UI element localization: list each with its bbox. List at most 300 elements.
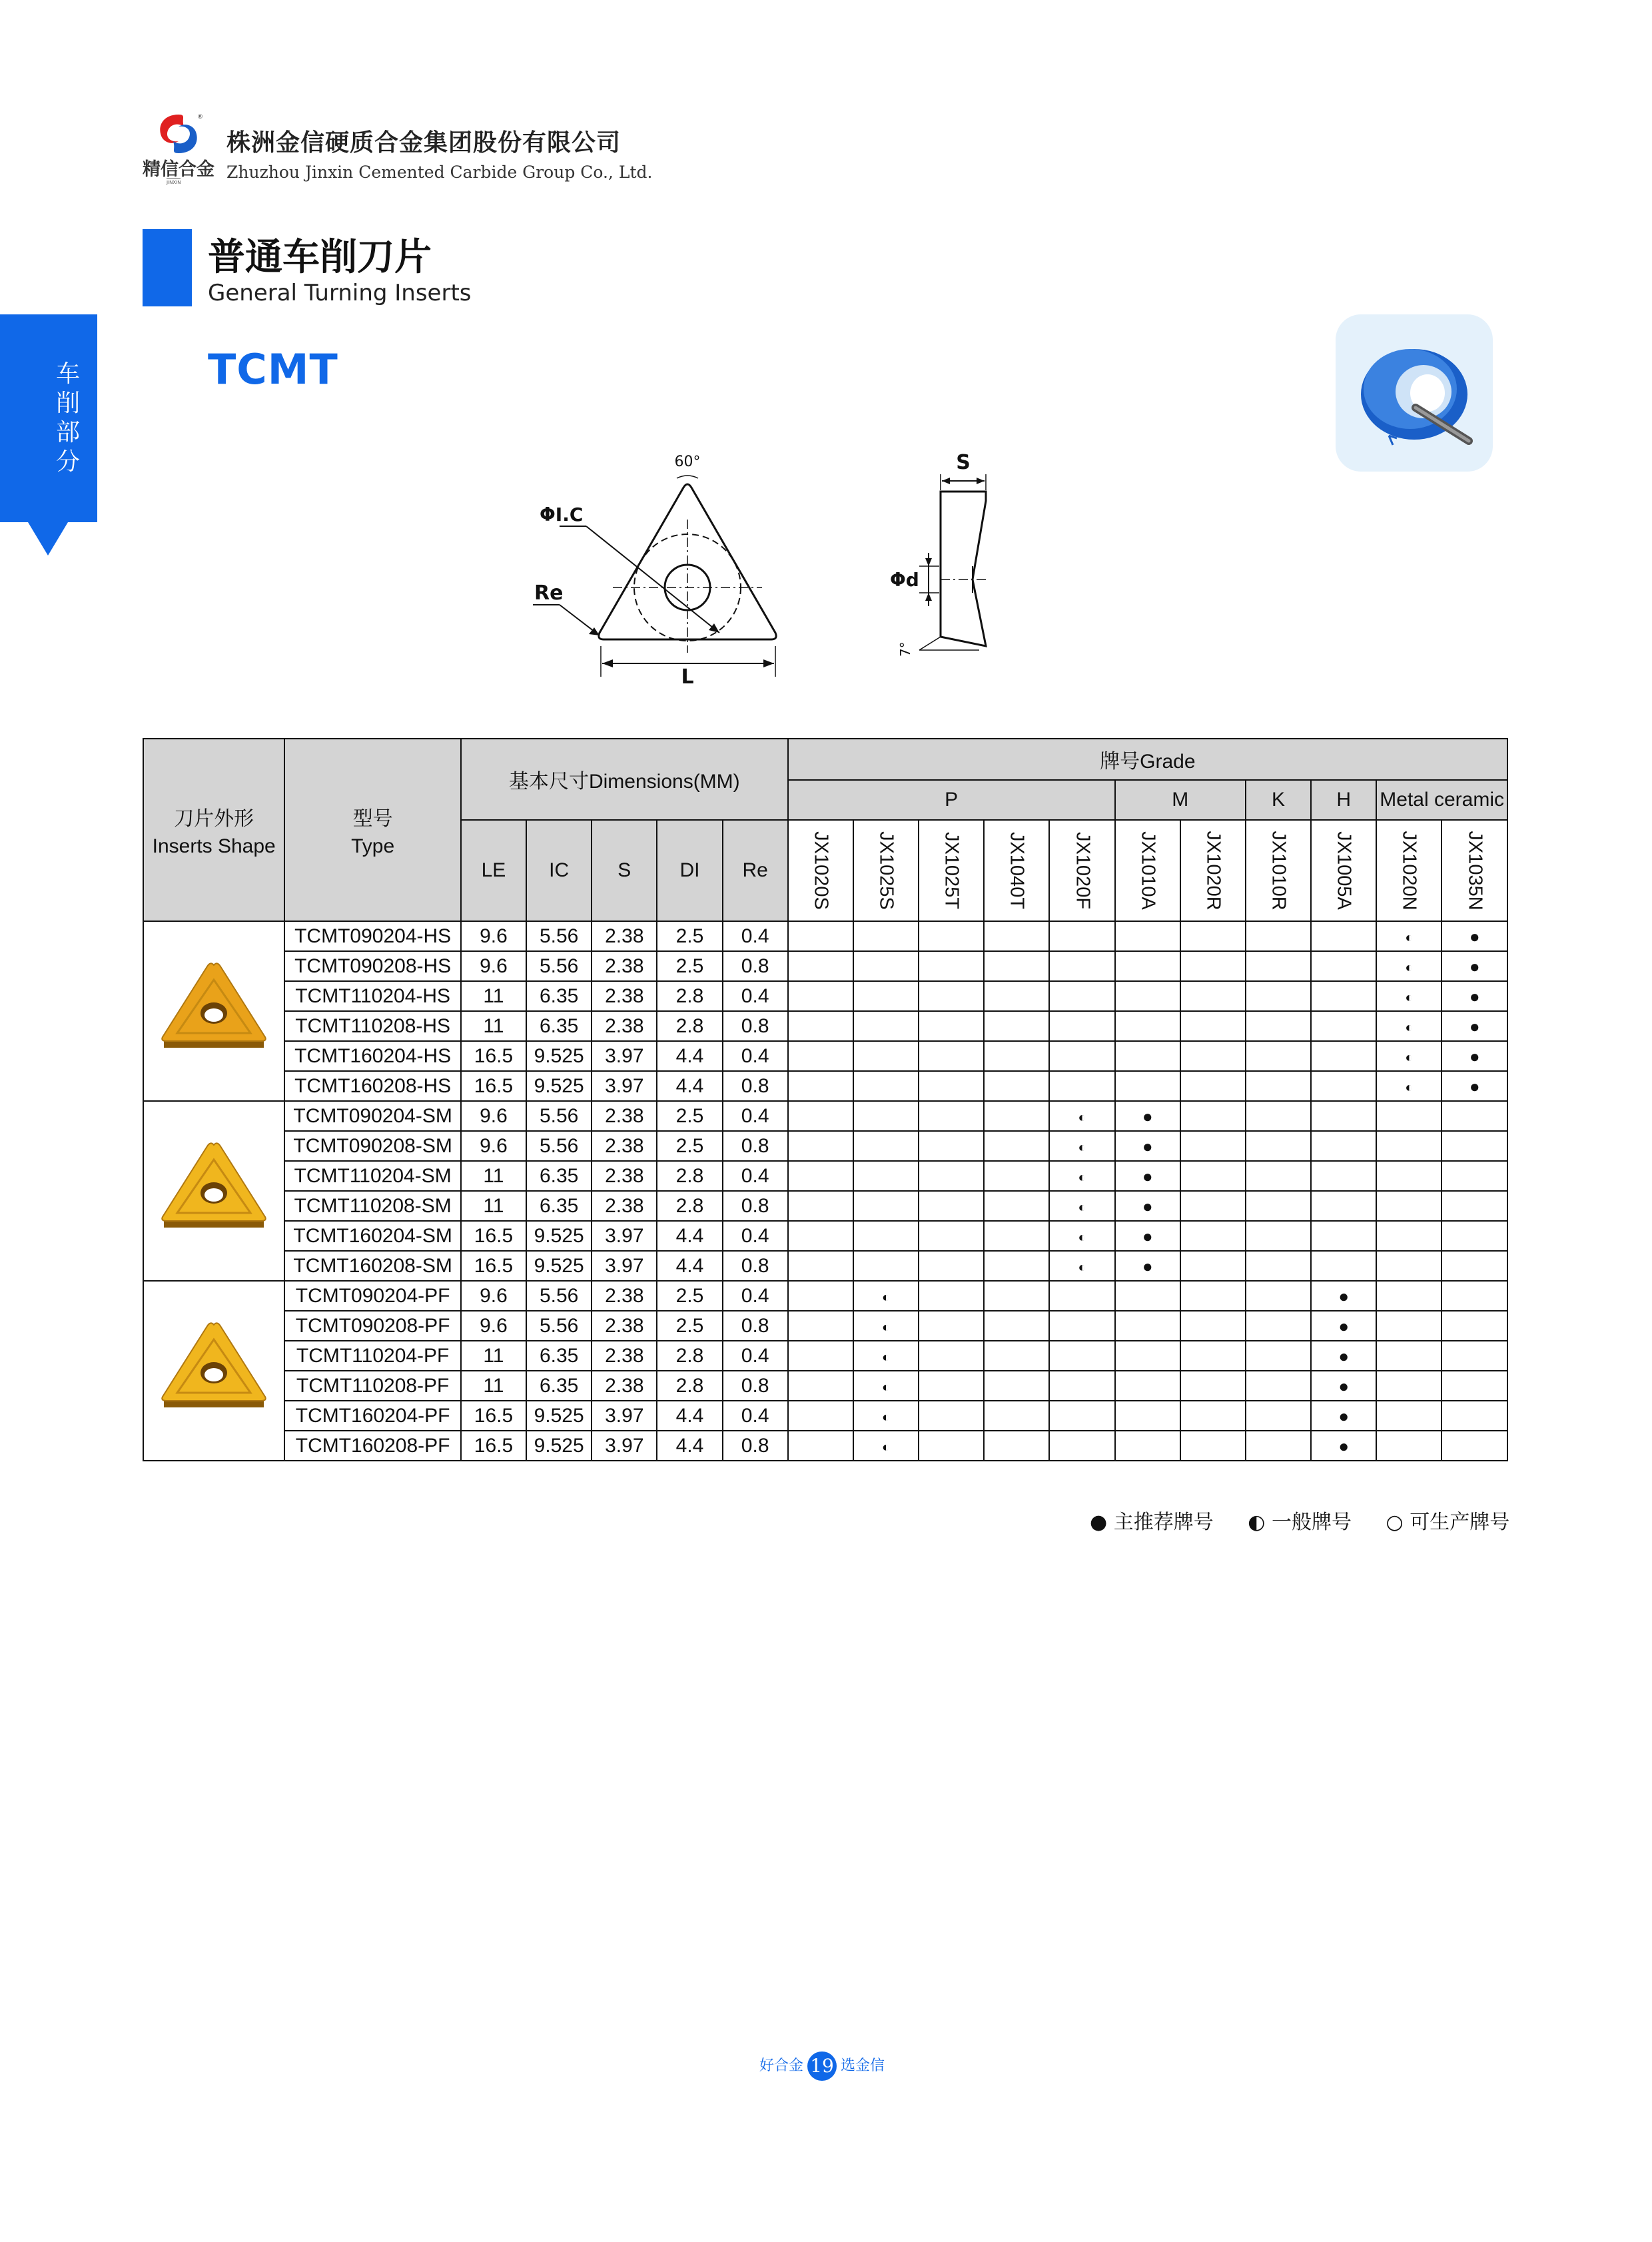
grade-cell-jx1010r	[1246, 1311, 1311, 1341]
grade-cell-jx1040t	[984, 1341, 1049, 1371]
dim-cell-di: 2.8	[657, 1191, 722, 1221]
grade-cell-jx1020r	[1180, 1341, 1246, 1371]
general-grade-mark: ◐	[881, 1410, 891, 1425]
dim-cell-ic: 9.525	[526, 1431, 592, 1461]
dim-cell-di: 2.5	[657, 1311, 722, 1341]
grade-col-jx1010a	[1115, 820, 1180, 921]
grade-cell-jx1005a	[1311, 1221, 1376, 1251]
dim-cell-di: 2.8	[657, 1161, 722, 1191]
dim-cell-re: 0.4	[723, 921, 788, 951]
primary-grade-mark: ●	[1338, 1405, 1350, 1426]
grade-cell-jx1020n	[1376, 1131, 1442, 1161]
table-row	[143, 1071, 1507, 1101]
dim-cell-ic: 9.525	[526, 1071, 592, 1101]
grade-cell-jx1005a	[1311, 1131, 1376, 1161]
grade-cell-jx1020s	[788, 1371, 853, 1401]
grade-cell-jx1025s	[853, 1401, 919, 1431]
grade-col-jx1010r	[1246, 820, 1311, 921]
dim-cell-le: 11	[461, 1341, 526, 1371]
legend-available: ○ 可生产牌号	[1386, 1511, 1510, 1534]
grade-cell-jx1020f	[1049, 1371, 1114, 1401]
grade-group-metal-ceramic: Metal ceramic	[1376, 780, 1507, 820]
grade-cell-jx1035n	[1442, 981, 1507, 1011]
grade-cell-jx1040t	[984, 981, 1049, 1011]
grade-cell-jx1020n	[1376, 1281, 1442, 1311]
dim-cell-le: 11	[461, 1011, 526, 1041]
grade-cell-jx1035n	[1442, 1311, 1507, 1341]
dim-cell-re: 0.8	[723, 1131, 788, 1161]
grade-cell-jx1035n	[1442, 1071, 1507, 1101]
grade-cell-jx1035n	[1442, 1101, 1507, 1131]
side-tab	[0, 314, 97, 522]
table-body	[143, 921, 1507, 1461]
general-grade-mark: ◐	[1078, 1260, 1086, 1275]
grade-cell-jx1010r	[1246, 1191, 1311, 1221]
grade-cell-jx1035n	[1442, 1131, 1507, 1161]
grade-cell-jx1020n	[1376, 1161, 1442, 1191]
grade-cell-jx1020r	[1180, 1161, 1246, 1191]
grade-label: JX1010A	[1137, 831, 1159, 910]
primary-grade-mark: ●	[1142, 1196, 1153, 1216]
grade-cell-jx1020f	[1049, 1161, 1114, 1191]
grade-cell-jx1020f	[1049, 1071, 1114, 1101]
grade-cell-jx1020f	[1049, 1101, 1114, 1131]
grade-cell-jx1020n	[1376, 951, 1442, 981]
grade-cell-jx1020s	[788, 1281, 853, 1311]
dim-cell-re: 0.8	[723, 951, 788, 981]
grade-cell-jx1020r	[1180, 1281, 1246, 1311]
dim-cell-di: 4.4	[657, 1431, 722, 1461]
grade-cell-jx1005a	[1311, 1071, 1376, 1101]
grade-cell-jx1025s	[853, 1311, 919, 1341]
grade-cell-jx1040t	[984, 1221, 1049, 1251]
grade-col-jx1025s	[853, 820, 919, 921]
grade-cell-jx1010a	[1115, 1161, 1180, 1191]
grade-cell-jx1035n	[1442, 951, 1507, 981]
grade-cell-jx1025t	[919, 951, 984, 981]
dim-col-di: DI	[657, 820, 722, 921]
grade-col-jx1040t	[984, 820, 1049, 921]
grade-cell-jx1010a	[1115, 1311, 1180, 1341]
d-label: Φd	[890, 569, 919, 591]
dim-cell-s: 2.38	[592, 981, 657, 1011]
grade-cell-jx1025s	[853, 1101, 919, 1131]
primary-grade-mark: ●	[1338, 1435, 1350, 1456]
dim-cell-s: 3.97	[592, 1431, 657, 1461]
grade-cell-jx1005a	[1311, 1251, 1376, 1281]
insert-shape-image	[143, 1281, 284, 1461]
type-cell: TCMT110204-SM	[284, 1161, 460, 1191]
dim-cell-le: 16.5	[461, 1071, 526, 1101]
grade-cell-jx1040t	[984, 1281, 1049, 1311]
dim-cell-di: 2.8	[657, 1371, 722, 1401]
type-header	[284, 739, 460, 921]
grade-cell-jx1005a	[1311, 921, 1376, 951]
grade-cell-jx1010r	[1246, 921, 1311, 951]
grade-cell-jx1020s	[788, 921, 853, 951]
dim-cell-le: 9.6	[461, 1311, 526, 1341]
table-row	[143, 1191, 1507, 1221]
grade-cell-jx1025t	[919, 1191, 984, 1221]
grade-label: JX1035N	[1464, 831, 1486, 911]
grade-cell-jx1010a	[1115, 1041, 1180, 1071]
general-grade-mark: ◐	[1078, 1110, 1086, 1125]
grade-group-p: P	[788, 780, 1115, 820]
grade-cell-jx1020r	[1180, 1371, 1246, 1401]
grade-cell-jx1020f	[1049, 1131, 1114, 1161]
grade-cell-jx1040t	[984, 1101, 1049, 1131]
grade-cell-jx1025t	[919, 1101, 984, 1131]
grade-cell-jx1010r	[1246, 1341, 1311, 1371]
grade-cell-jx1020r	[1180, 1191, 1246, 1221]
dim-cell-s: 2.38	[592, 1341, 657, 1371]
general-grade-mark: ◐	[1078, 1170, 1086, 1185]
insert-shape-image	[143, 1101, 284, 1281]
general-grade-mark: ◐	[1078, 1140, 1086, 1155]
grade-group-m: M	[1115, 780, 1246, 820]
grade-cell-jx1020r	[1180, 1401, 1246, 1431]
triangle-insert-icon	[157, 1318, 270, 1418]
grade-cell-jx1010r	[1246, 1011, 1311, 1041]
dim-cell-le: 9.6	[461, 921, 526, 951]
logo-subtext: JINXIN	[167, 180, 181, 185]
general-grade-mark: ◐	[1078, 1230, 1086, 1245]
dim-cell-le: 16.5	[461, 1221, 526, 1251]
logo-swirl-icon	[152, 111, 205, 157]
type-cell: TCMT090208-SM	[284, 1131, 460, 1161]
grade-cell-jx1025s	[853, 1221, 919, 1251]
grade-cell-jx1020s	[788, 1071, 853, 1101]
grade-cell-jx1010r	[1246, 1041, 1311, 1071]
grade-cell-jx1025s	[853, 1191, 919, 1221]
grade-cell-jx1020s	[788, 1341, 853, 1371]
grade-cell-jx1025s	[853, 951, 919, 981]
grade-cell-jx1010a	[1115, 1401, 1180, 1431]
grade-cell-jx1020s	[788, 1431, 853, 1461]
type-cell: TCMT160204-HS	[284, 1041, 460, 1071]
dim-cell-di: 2.8	[657, 981, 722, 1011]
dim-cell-di: 4.4	[657, 1071, 722, 1101]
dim-cell-le: 11	[461, 1161, 526, 1191]
side-tab-arrow	[28, 522, 68, 556]
grade-cell-jx1025t	[919, 921, 984, 951]
dim-col-ic: IC	[526, 820, 592, 921]
table-row	[143, 951, 1507, 981]
grade-cell-jx1010a	[1115, 1371, 1180, 1401]
dim-cell-re: 0.8	[723, 1191, 788, 1221]
grade-cell-jx1020r	[1180, 1011, 1246, 1041]
side-tab-char: 车	[56, 360, 81, 388]
dim-cell-le: 11	[461, 1371, 526, 1401]
grade-cell-jx1020r	[1180, 1251, 1246, 1281]
grade-label: JX1040T	[1006, 831, 1028, 910]
grade-cell-jx1020n	[1376, 1011, 1442, 1041]
type-cell: TCMT160208-PF	[284, 1431, 460, 1461]
grade-cell-jx1010r	[1246, 1281, 1311, 1311]
grade-cell-jx1040t	[984, 1041, 1049, 1071]
grade-cell-jx1010a	[1115, 1341, 1180, 1371]
grade-cell-jx1025s	[853, 1431, 919, 1461]
general-grade-mark: ◐	[881, 1350, 891, 1365]
grade-cell-jx1010r	[1246, 1131, 1311, 1161]
dim-cell-di: 4.4	[657, 1401, 722, 1431]
grade-cell-jx1020f	[1049, 1281, 1114, 1311]
grade-col-jx1005a	[1311, 820, 1376, 921]
grade-cell-jx1010a	[1115, 1131, 1180, 1161]
grade-cell-jx1020s	[788, 1101, 853, 1131]
type-cell: TCMT160208-HS	[284, 1071, 460, 1101]
turning-application-icon	[1336, 314, 1493, 472]
grade-cell-jx1010a	[1115, 1011, 1180, 1041]
dim-col-re: Re	[723, 820, 788, 921]
grade-cell-jx1020s	[788, 951, 853, 981]
grade-cell-jx1010r	[1246, 1371, 1311, 1401]
type-cell: TCMT090208-PF	[284, 1311, 460, 1341]
type-header-en: Type	[351, 835, 395, 857]
grade-cell-jx1020f	[1049, 1311, 1114, 1341]
grade-col-jx1020s	[788, 820, 853, 921]
grade-cell-jx1010a	[1115, 1431, 1180, 1461]
general-grade-mark: ◐	[1405, 1050, 1414, 1065]
grade-header: 牌号Grade	[788, 739, 1507, 780]
angle-label: 60°	[674, 454, 701, 470]
grade-cell-jx1020n	[1376, 1071, 1442, 1101]
grade-cell-jx1025s	[853, 1071, 919, 1101]
grade-cell-jx1020n	[1376, 1041, 1442, 1071]
grade-cell-jx1010r	[1246, 1071, 1311, 1101]
type-cell: TCMT160204-PF	[284, 1401, 460, 1431]
table-row	[143, 921, 1507, 951]
grade-cell-jx1035n	[1442, 1251, 1507, 1281]
dim-cell-s: 2.38	[592, 1311, 657, 1341]
grade-cell-jx1010r	[1246, 1221, 1311, 1251]
dim-cell-s: 2.38	[592, 1101, 657, 1131]
general-grade-mark: ◐	[881, 1440, 891, 1455]
grade-cell-jx1020r	[1180, 951, 1246, 981]
dim-cell-le: 16.5	[461, 1431, 526, 1461]
side-tab-char: 分	[56, 448, 81, 476]
grade-cell-jx1035n	[1442, 1371, 1507, 1401]
grade-cell-jx1020r	[1180, 1041, 1246, 1071]
dim-cell-di: 2.5	[657, 951, 722, 981]
dim-cell-di: 2.5	[657, 1281, 722, 1311]
legend-primary: ● 主推荐牌号	[1090, 1511, 1214, 1534]
dim-cell-re: 0.8	[723, 1071, 788, 1101]
table-row	[143, 1431, 1507, 1461]
grade-cell-jx1025t	[919, 1221, 984, 1251]
grade-cell-jx1035n	[1442, 1221, 1507, 1251]
page-number: 19	[807, 2052, 837, 2081]
dim-cell-ic: 9.525	[526, 1221, 592, 1251]
grade-cell-jx1020r	[1180, 1311, 1246, 1341]
triangle-insert-icon	[157, 1138, 270, 1238]
dim-cell-re: 0.4	[723, 1041, 788, 1071]
dim-cell-di: 2.5	[657, 1131, 722, 1161]
grade-cell-jx1010r	[1246, 1251, 1311, 1281]
grade-cell-jx1020f	[1049, 1251, 1114, 1281]
grade-cell-jx1025t	[919, 1431, 984, 1461]
grade-cell-jx1020r	[1180, 1131, 1246, 1161]
grade-cell-jx1010a	[1115, 921, 1180, 951]
grade-label: JX1020F	[1072, 831, 1094, 910]
dim-cell-re: 0.4	[723, 1101, 788, 1131]
grade-cell-jx1020n	[1376, 1101, 1442, 1131]
grade-cell-jx1005a	[1311, 1191, 1376, 1221]
grade-cell-jx1025t	[919, 1041, 984, 1071]
grade-cell-jx1040t	[984, 1431, 1049, 1461]
primary-grade-mark: ●	[1469, 956, 1480, 976]
grade-cell-jx1020r	[1180, 1431, 1246, 1461]
dim-cell-di: 2.5	[657, 1101, 722, 1131]
type-cell: TCMT110204-HS	[284, 981, 460, 1011]
title-accent-bar	[143, 229, 192, 306]
type-cell: TCMT090204-HS	[284, 921, 460, 951]
clearance-label: 7°	[897, 641, 913, 657]
grade-col-jx1025t	[919, 820, 984, 921]
primary-grade-mark: ●	[1142, 1256, 1153, 1276]
dim-cell-ic: 6.35	[526, 1371, 592, 1401]
type-header-cn: 型号	[352, 808, 393, 830]
grade-cell-jx1005a	[1311, 1161, 1376, 1191]
grade-cell-jx1005a	[1311, 1041, 1376, 1071]
type-cell: TCMT110208-HS	[284, 1011, 460, 1041]
grade-cell-jx1035n	[1442, 1401, 1507, 1431]
grade-cell-jx1010r	[1246, 1431, 1311, 1461]
grade-cell-jx1035n	[1442, 921, 1507, 951]
general-grade-mark: ◐	[881, 1290, 891, 1305]
triangle-insert-icon	[157, 958, 270, 1058]
grade-cell-jx1005a	[1311, 1341, 1376, 1371]
grade-cell-jx1020s	[788, 1011, 853, 1041]
l-label: L	[681, 665, 694, 689]
table-row	[143, 1041, 1507, 1071]
dim-cell-di: 2.5	[657, 921, 722, 951]
dim-cell-di: 2.8	[657, 1011, 722, 1041]
general-grade-mark: ◐	[1405, 1020, 1414, 1035]
dim-cell-s: 2.38	[592, 1131, 657, 1161]
dim-cell-ic: 5.56	[526, 1131, 592, 1161]
insert-drawing	[520, 440, 1026, 693]
grade-cell-jx1005a	[1311, 981, 1376, 1011]
grade-label: JX1025S	[875, 831, 897, 910]
dim-col-s: S	[592, 820, 657, 921]
grade-cell-jx1025s	[853, 1281, 919, 1311]
type-cell: TCMT090204-PF	[284, 1281, 460, 1311]
dim-cell-s: 2.38	[592, 1161, 657, 1191]
grade-cell-jx1020n	[1376, 1221, 1442, 1251]
primary-grade-mark: ●	[1469, 1076, 1480, 1096]
model-name: TCMT	[208, 345, 338, 394]
grade-cell-jx1025t	[919, 1311, 984, 1341]
dim-cell-re: 0.8	[723, 1431, 788, 1461]
grade-cell-jx1005a	[1311, 1431, 1376, 1461]
grade-cell-jx1020f	[1049, 921, 1114, 951]
side-tab-char: 部	[56, 419, 81, 446]
dim-col-le: LE	[461, 820, 526, 921]
dim-cell-di: 4.4	[657, 1041, 722, 1071]
grade-cell-jx1020r	[1180, 1071, 1246, 1101]
dim-cell-le: 9.6	[461, 951, 526, 981]
grade-cell-jx1040t	[984, 1011, 1049, 1041]
grade-cell-jx1040t	[984, 1401, 1049, 1431]
type-cell: TCMT110208-PF	[284, 1371, 460, 1401]
grade-col-jx1020f	[1049, 820, 1114, 921]
grade-cell-jx1040t	[984, 1161, 1049, 1191]
dim-cell-le: 16.5	[461, 1401, 526, 1431]
general-grade-mark: ◐	[1405, 990, 1414, 1005]
dim-cell-ic: 6.35	[526, 1191, 592, 1221]
grade-cell-jx1020n	[1376, 1191, 1442, 1221]
grade-cell-jx1040t	[984, 1131, 1049, 1161]
grade-cell-jx1035n	[1442, 1011, 1507, 1041]
insert-shape-image	[143, 921, 284, 1101]
grade-cell-jx1025t	[919, 1251, 984, 1281]
grade-cell-jx1040t	[984, 951, 1049, 981]
grade-cell-jx1010r	[1246, 1401, 1311, 1431]
grade-cell-jx1020n	[1376, 921, 1442, 951]
footer-left-text: 好合金	[759, 2057, 804, 2074]
dim-cell-ic: 9.525	[526, 1041, 592, 1071]
dim-cell-di: 4.4	[657, 1221, 722, 1251]
grade-cell-jx1040t	[984, 1251, 1049, 1281]
grade-cell-jx1010a	[1115, 1251, 1180, 1281]
grade-cell-jx1035n	[1442, 1431, 1507, 1461]
type-cell: TCMT090204-SM	[284, 1101, 460, 1131]
grade-cell-jx1020f	[1049, 1011, 1114, 1041]
table-row	[143, 1401, 1507, 1431]
section-title-cn: 普通车削刀片	[208, 236, 432, 279]
table-row	[143, 1341, 1507, 1371]
legend	[1090, 1505, 1509, 1535]
dim-cell-s: 2.38	[592, 1371, 657, 1401]
grade-cell-jx1020n	[1376, 1311, 1442, 1341]
grade-cell-jx1020s	[788, 981, 853, 1011]
grade-cell-jx1020f	[1049, 981, 1114, 1011]
grade-cell-jx1035n	[1442, 1281, 1507, 1311]
dim-cell-re: 0.4	[723, 1221, 788, 1251]
table-row	[143, 1221, 1507, 1251]
dim-cell-di: 4.4	[657, 1251, 722, 1281]
dim-cell-re: 0.4	[723, 981, 788, 1011]
dim-cell-le: 9.6	[461, 1131, 526, 1161]
grade-cell-jx1020r	[1180, 1101, 1246, 1131]
type-cell: TCMT110204-PF	[284, 1341, 460, 1371]
grade-cell-jx1020f	[1049, 1041, 1114, 1071]
grade-cell-jx1020s	[788, 1041, 853, 1071]
side-tab-char: 削	[56, 390, 81, 417]
dim-cell-di: 2.8	[657, 1341, 722, 1371]
dim-cell-s: 3.97	[592, 1401, 657, 1431]
grade-cell-jx1020s	[788, 1161, 853, 1191]
grade-cell-jx1035n	[1442, 1161, 1507, 1191]
grade-cell-jx1020n	[1376, 1341, 1442, 1371]
dim-cell-s: 2.38	[592, 1281, 657, 1311]
grade-cell-jx1025t	[919, 981, 984, 1011]
dim-cell-le: 9.6	[461, 1101, 526, 1131]
grade-cell-jx1010a	[1115, 1101, 1180, 1131]
grade-cell-jx1010a	[1115, 1191, 1180, 1221]
grade-cell-jx1025t	[919, 1071, 984, 1101]
grade-cell-jx1020n	[1376, 981, 1442, 1011]
general-grade-mark: ◐	[1405, 931, 1414, 945]
grade-cell-jx1020s	[788, 1401, 853, 1431]
grade-cell-jx1025t	[919, 1401, 984, 1431]
table-row	[143, 1251, 1507, 1281]
grade-cell-jx1040t	[984, 1191, 1049, 1221]
grade-cell-jx1020f	[1049, 1341, 1114, 1371]
grade-cell-jx1025t	[919, 1341, 984, 1371]
dim-cell-ic: 9.525	[526, 1251, 592, 1281]
